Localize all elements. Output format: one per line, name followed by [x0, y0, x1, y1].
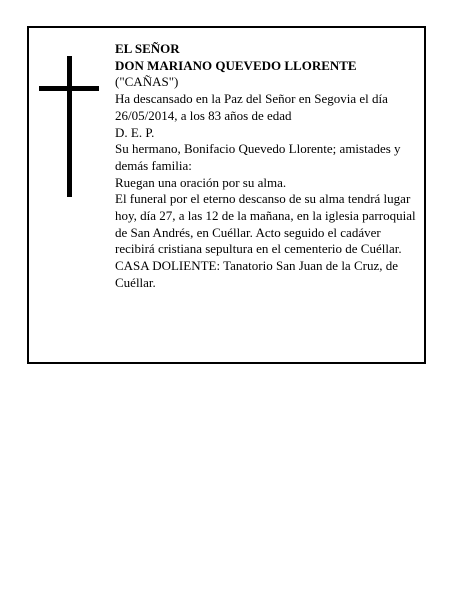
death-announcement: Ha descansado en la Paz del Señor en Segovia el día 26/05/2014, a los 83 años de edad	[115, 91, 388, 123]
nickname: ("CAÑAS")	[115, 74, 179, 90]
obituary-notice	[27, 26, 426, 364]
rip-text: D. E. P.	[115, 124, 155, 140]
prayer-request: Ruegan una oración por su alma.	[115, 174, 287, 190]
deceased-name: DON MARIANO QUEVEDO LLORENTE	[115, 57, 357, 73]
cross-vertical-bar	[67, 56, 72, 197]
obituary-text	[115, 41, 419, 292]
family-line: Su hermano, Bonifacio Quevedo Llorente; amistades y demás familia:	[115, 141, 401, 173]
cross-horizontal-bar	[39, 86, 99, 91]
mourning-house: CASA DOLIENTE: Tanatorio San Juan de la Cruz, de Cuéllar.	[115, 258, 398, 290]
funeral-details: El funeral por el eterno descanso de su alma tendrá lugar hoy, día 27, a las 12 de la mañana, en la iglesia parroquial de San Andrés, en Cuéllar. Acto seguido el cadáver recibirá cristiana sepultura en el cementerio de Cuéllar.	[115, 191, 416, 257]
honorific: EL SEÑOR	[115, 41, 180, 56]
